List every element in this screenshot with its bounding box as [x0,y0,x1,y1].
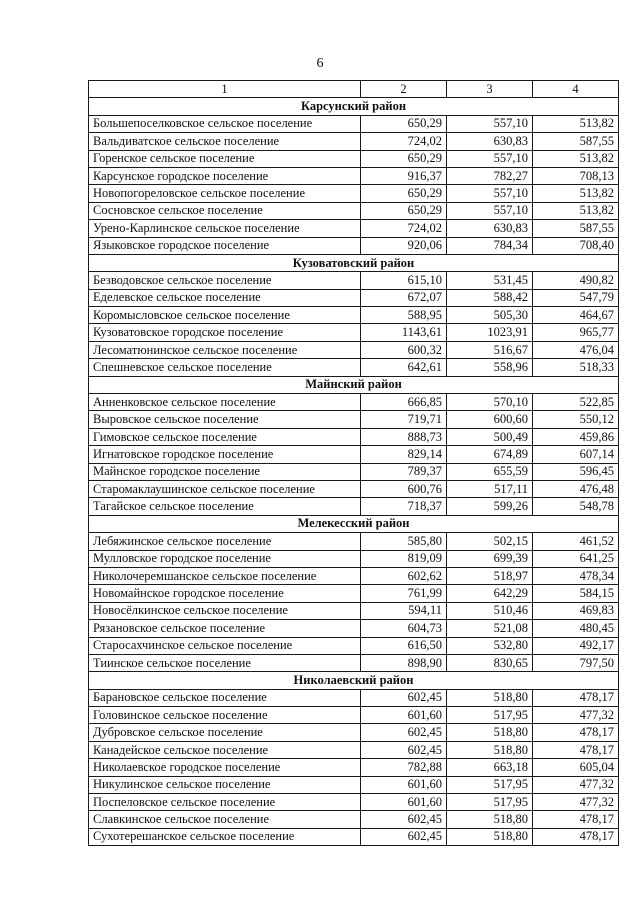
value-col-4: 587,55 [533,133,619,150]
value-col-4: 478,17 [533,689,619,706]
value-col-4: 605,04 [533,759,619,776]
table-row [89,776,619,793]
settlement-name: Игнатовское городское поселение [89,446,361,463]
value-col-2: 672,07 [361,289,447,306]
settlement-name: Тагайское сельское поселение [89,498,361,515]
settlement-name: Горенское сельское поселение [89,150,361,167]
settlement-name: Канадейское сельское поселение [89,741,361,758]
settlement-name: Поспеловское сельское поселение [89,794,361,811]
value-col-2: 761,99 [361,585,447,602]
settlement-values-table [88,80,619,846]
table-row [89,185,619,202]
table-row [89,272,619,289]
value-col-2: 602,62 [361,567,447,584]
district-name: Майнский район [89,376,619,393]
settlement-name: Барановское сельское поселение [89,689,361,706]
settlement-name: Выровское сельское поселение [89,411,361,428]
value-col-4: 965,77 [533,324,619,341]
value-col-2: 782,88 [361,759,447,776]
settlement-name: Славкинское сельское поселение [89,811,361,828]
settlement-name: Тиинское сельское поселение [89,654,361,671]
settlement-name: Гимовское сельское поселение [89,428,361,445]
settlement-name: Дубровское сельское поселение [89,724,361,741]
value-col-2: 602,45 [361,828,447,845]
settlement-name: Майнское городское поселение [89,463,361,480]
settlement-name: Никулинское сельское поселение [89,776,361,793]
settlement-name: Старомаклаушинское сельское поселение [89,480,361,497]
column-number-row [89,81,619,98]
value-col-4: 584,15 [533,585,619,602]
table-row [89,220,619,237]
value-col-4: 478,17 [533,828,619,845]
value-col-4: 548,78 [533,498,619,515]
settlement-name: Новосёлкинское сельское поселение [89,602,361,619]
settlement-name: Вальдиватское сельское поселение [89,133,361,150]
value-col-2: 719,71 [361,411,447,428]
value-col-4: 607,14 [533,446,619,463]
table-row [89,307,619,324]
table-row [89,394,619,411]
settlement-name: Спешневское сельское поселение [89,359,361,376]
settlement-name: Рязановское сельское поселение [89,620,361,637]
district-header-row [89,254,619,271]
column-number-cell: 2 [361,81,447,98]
value-col-4: 513,82 [533,115,619,132]
value-col-2: 724,02 [361,133,447,150]
value-col-4: 547,79 [533,289,619,306]
settlement-name: Николаевское городское поселение [89,759,361,776]
value-col-3: 517,95 [447,776,533,793]
settlement-name: Безводовское сельское поселение [89,272,361,289]
value-col-3: 531,45 [447,272,533,289]
value-col-2: 594,11 [361,602,447,619]
value-col-3: 518,80 [447,811,533,828]
value-col-3: 510,46 [447,602,533,619]
value-col-4: 708,40 [533,237,619,254]
value-col-2: 600,32 [361,341,447,358]
value-col-2: 920,06 [361,237,447,254]
value-col-2: 601,60 [361,794,447,811]
value-col-2: 602,45 [361,811,447,828]
settlement-name: Николочеремшанское сельское поселение [89,567,361,584]
value-col-3: 699,39 [447,550,533,567]
value-col-4: 480,45 [533,620,619,637]
district-header-row [89,672,619,689]
value-col-3: 517,11 [447,480,533,497]
value-col-4: 797,50 [533,654,619,671]
value-col-4: 478,17 [533,741,619,758]
table-row [89,341,619,358]
value-col-4: 476,04 [533,341,619,358]
table-row [89,115,619,132]
table-row [89,150,619,167]
district-header-row [89,376,619,393]
value-col-2: 585,80 [361,533,447,550]
settlement-name: Урено-Карлинское сельское поселение [89,220,361,237]
column-number-cell: 3 [447,81,533,98]
settlement-name: Коромысловское сельское поселение [89,307,361,324]
settlement-name: Языковское городское поселение [89,237,361,254]
table-row [89,620,619,637]
table-row [89,550,619,567]
table-row [89,133,619,150]
value-col-3: 518,80 [447,689,533,706]
table-row [89,289,619,306]
value-col-4: 478,17 [533,724,619,741]
settlement-name: Лесоматюнинское сельское поселение [89,341,361,358]
value-col-3: 600,60 [447,411,533,428]
value-col-2: 888,73 [361,428,447,445]
settlement-name: Кузоватовское городское поселение [89,324,361,341]
table-row [89,707,619,724]
table-row [89,811,619,828]
value-col-2: 650,29 [361,115,447,132]
value-col-3: 570,10 [447,394,533,411]
value-col-2: 601,60 [361,776,447,793]
table-row [89,324,619,341]
table-row [89,411,619,428]
table-row [89,167,619,184]
settlement-name: Сухотерешанское сельское поселение [89,828,361,845]
value-col-2: 616,50 [361,637,447,654]
page-number: 6 [316,56,324,71]
value-col-2: 666,85 [361,394,447,411]
value-col-4: 587,55 [533,220,619,237]
value-col-4: 513,82 [533,185,619,202]
value-col-2: 601,60 [361,707,447,724]
value-col-3: 663,18 [447,759,533,776]
column-number-cell: 4 [533,81,619,98]
value-col-2: 650,29 [361,202,447,219]
value-col-3: 518,80 [447,724,533,741]
value-col-4: 596,45 [533,463,619,480]
value-col-3: 557,10 [447,115,533,132]
settlement-name: Анненковское сельское поселение [89,394,361,411]
value-col-3: 518,80 [447,741,533,758]
settlement-name: Лебяжинское сельское поселение [89,533,361,550]
settlement-name: Новопогореловское сельское поселение [89,185,361,202]
value-col-3: 500,49 [447,428,533,445]
settlement-name: Старосахчинское сельское поселение [89,637,361,654]
table-row [89,202,619,219]
table-row [89,637,619,654]
table-row [89,237,619,254]
table-row [89,794,619,811]
table-row [89,602,619,619]
value-col-2: 916,37 [361,167,447,184]
value-col-3: 502,15 [447,533,533,550]
table-row [89,689,619,706]
value-col-2: 819,09 [361,550,447,567]
settlement-name: Еделевское сельское поселение [89,289,361,306]
value-col-4: 641,25 [533,550,619,567]
table-row [89,654,619,671]
value-col-2: 642,61 [361,359,447,376]
value-col-2: 898,90 [361,654,447,671]
table-row [89,741,619,758]
value-col-3: 674,89 [447,446,533,463]
value-col-4: 550,12 [533,411,619,428]
district-name: Карсунский район [89,98,619,115]
value-col-3: 642,29 [447,585,533,602]
value-col-3: 516,67 [447,341,533,358]
value-col-2: 829,14 [361,446,447,463]
value-col-2: 1143,61 [361,324,447,341]
value-col-3: 784,34 [447,237,533,254]
value-col-4: 464,67 [533,307,619,324]
district-name: Николаевский район [89,672,619,689]
value-col-4: 518,33 [533,359,619,376]
value-col-3: 517,95 [447,707,533,724]
table-row [89,463,619,480]
district-name: Мелекесский район [89,515,619,532]
value-col-4: 477,32 [533,707,619,724]
settlement-name: Мулловское городское поселение [89,550,361,567]
value-col-2: 718,37 [361,498,447,515]
value-col-4: 492,17 [533,637,619,654]
value-col-4: 522,85 [533,394,619,411]
table-row [89,724,619,741]
value-col-4: 459,86 [533,428,619,445]
table-row [89,567,619,584]
value-col-3: 588,42 [447,289,533,306]
value-col-4: 513,82 [533,202,619,219]
value-col-3: 782,27 [447,167,533,184]
settlement-name: Большепоселковское сельское поселение [89,115,361,132]
table-row [89,828,619,845]
table-row [89,480,619,497]
value-col-3: 630,83 [447,220,533,237]
value-col-4: 461,52 [533,533,619,550]
value-col-4: 478,17 [533,811,619,828]
value-col-3: 532,80 [447,637,533,654]
value-col-3: 557,10 [447,202,533,219]
value-col-2: 588,95 [361,307,447,324]
district-header-row [89,98,619,115]
settlement-name: Сосновское сельское поселение [89,202,361,219]
value-col-3: 518,97 [447,567,533,584]
settlement-name: Головинское сельское поселение [89,707,361,724]
value-col-2: 602,45 [361,689,447,706]
value-col-3: 1023,91 [447,324,533,341]
value-col-2: 789,37 [361,463,447,480]
settlement-name: Новомайнское городское поселение [89,585,361,602]
value-col-2: 724,02 [361,220,447,237]
table-row [89,585,619,602]
column-number-cell: 1 [89,81,361,98]
value-col-4: 478,34 [533,567,619,584]
district-name: Кузоватовский район [89,254,619,271]
district-header-row [89,515,619,532]
value-col-3: 630,83 [447,133,533,150]
value-col-2: 604,73 [361,620,447,637]
value-col-3: 599,26 [447,498,533,515]
value-col-3: 830,65 [447,654,533,671]
value-col-4: 477,32 [533,776,619,793]
settlement-name: Карсунское городское поселение [89,167,361,184]
value-col-4: 469,83 [533,602,619,619]
value-col-2: 650,29 [361,150,447,167]
value-col-3: 557,10 [447,185,533,202]
table-row [89,759,619,776]
table-row [89,498,619,515]
value-col-3: 521,08 [447,620,533,637]
value-col-3: 558,96 [447,359,533,376]
value-col-2: 602,45 [361,724,447,741]
value-col-3: 517,95 [447,794,533,811]
value-col-4: 477,32 [533,794,619,811]
table-row [89,533,619,550]
table-row [89,446,619,463]
value-col-2: 602,45 [361,741,447,758]
table-row [89,428,619,445]
value-col-2: 615,10 [361,272,447,289]
value-col-2: 600,76 [361,480,447,497]
table-body [89,81,619,846]
value-col-3: 655,59 [447,463,533,480]
value-col-4: 490,82 [533,272,619,289]
table-row [89,359,619,376]
value-col-3: 505,30 [447,307,533,324]
value-col-2: 650,29 [361,185,447,202]
value-col-3: 518,80 [447,828,533,845]
value-col-4: 476,48 [533,480,619,497]
value-col-4: 708,13 [533,167,619,184]
value-col-4: 513,82 [533,150,619,167]
value-col-3: 557,10 [447,150,533,167]
